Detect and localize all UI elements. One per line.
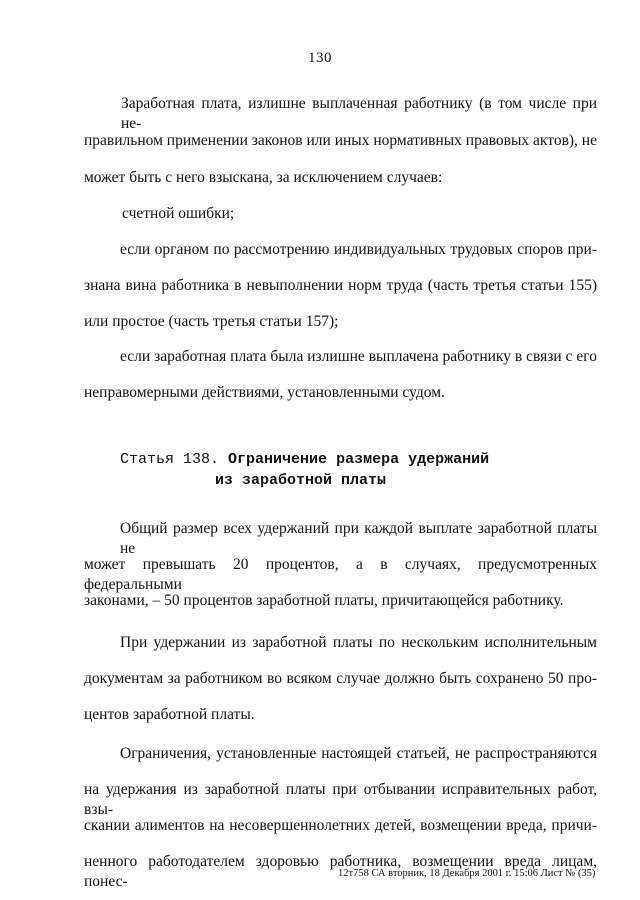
paragraph-3-line-1: При удержании из заработной платы по нескольким исполнительным — [120, 634, 597, 651]
list-item-3-line-2: неправомерными действиями, установленными судом. — [84, 384, 445, 401]
article-heading-line-2 — [215, 471, 386, 491]
page-footer-stamp: 12т758 СА вторник, 18 Декабря 2001 г. 15:06 Лист № (35) — [338, 868, 596, 879]
page-number: 130 — [308, 50, 332, 66]
paragraph-4-line-1: Ограничения, установленные настоящей статьей, не распространяются — [120, 745, 597, 762]
paragraph-1-line-1: Заработная плата, излишне выплаченная работнику (в том числе при не- — [121, 95, 597, 132]
article-heading — [120, 450, 489, 470]
list-item-2-line-2: знана вина работника в невыполнении норм труда (часть третья статьи 155) — [84, 277, 597, 294]
paragraph-1-line-2: правильном применении законов или иных нормативных правовых актов), не — [84, 132, 597, 149]
article-label: Статья 138. — [120, 451, 220, 468]
paragraph-2-line-3: законами, – 50 процентов заработной платы, причитающейся работнику. — [84, 592, 564, 609]
paragraph-2-line-2: может превышать 20 процентов, а в случаях, предусмотренных федеральными — [84, 556, 597, 593]
list-item-counting-error: счетной ошибки; — [122, 205, 235, 222]
article-title-line-2: из заработной платы — [215, 472, 387, 489]
paragraph-4-line-3: скании алиментов на несовершеннолетних детей, возмещении вреда, причи- — [84, 817, 597, 834]
paragraph-3-line-2: документам за работником во всяком случае должно быть сохранено 50 про- — [84, 670, 597, 687]
list-item-3-line-1: если заработная плата была излишне выплачена работнику в связи с его — [120, 348, 597, 365]
paragraph-4-line-2: на удержания из заработной платы при отбывании исправительных работ, взы- — [84, 781, 597, 818]
list-item-2-line-1: если органом по рассмотрению индивидуальных трудовых споров при- — [120, 241, 597, 258]
paragraph-2-line-1: Общий размер всех удержаний при каждой выплате заработной платы не — [120, 520, 597, 557]
paragraph-4-line-4: ненного работодателем здоровью работника, возмещении вреда лицам, понес- — [84, 853, 597, 890]
list-item-2-line-3: или простое (часть третья статьи 157); — [84, 313, 339, 330]
paragraph-1-line-3: может быть с него взыскана, за исключением случаев: — [84, 169, 443, 186]
article-title-line-1: Ограничение размера удержаний — [228, 451, 490, 468]
paragraph-3-line-3: центов заработной платы. — [84, 706, 255, 723]
